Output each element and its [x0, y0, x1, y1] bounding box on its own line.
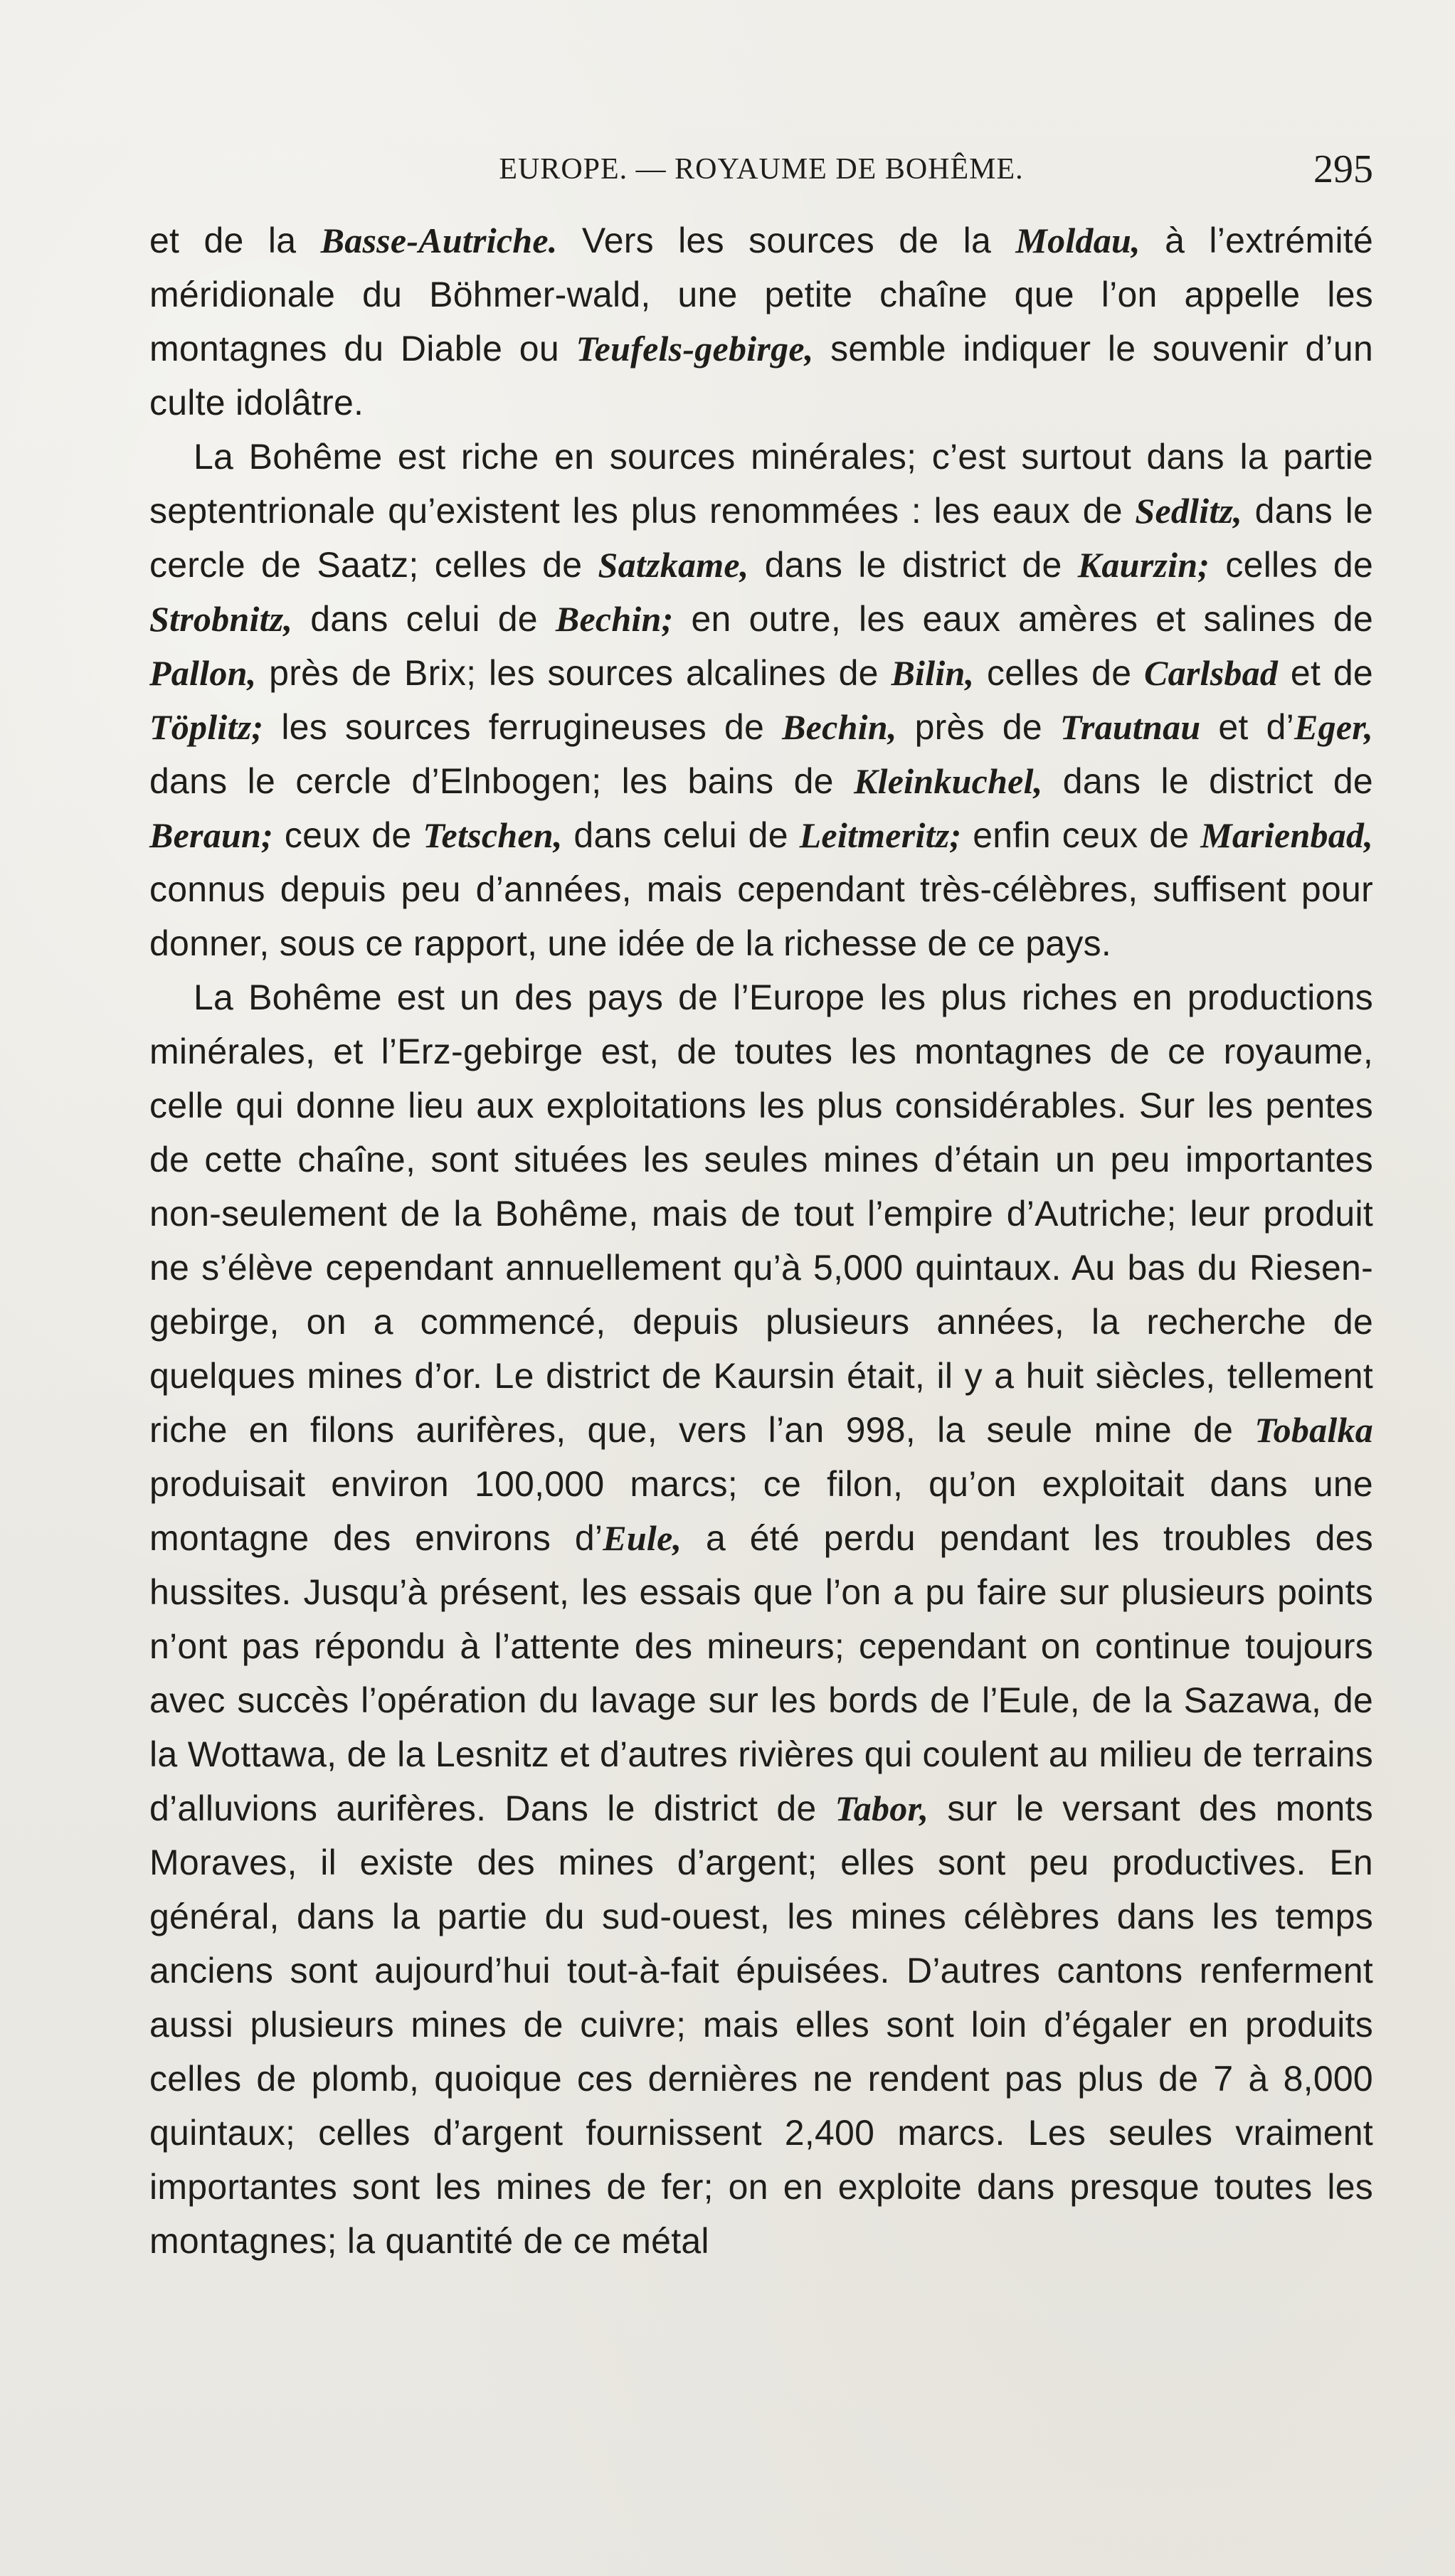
italic-place-name: Basse-Autriche.: [320, 221, 558, 260]
italic-place-name: Eger,: [1293, 707, 1373, 747]
italic-place-name: Marienbad,: [1200, 815, 1373, 855]
text-run: en outre, les eaux amères et salines de: [673, 599, 1373, 639]
italic-place-name: Kaurzin;: [1077, 545, 1210, 585]
italic-place-name: Bilin,: [891, 653, 975, 693]
text-run: celles de: [1210, 545, 1373, 585]
text-run: sur le versant des monts Moraves, il existe des mines d’argent; elles sont peu productives. En général, dans la partie du sud-ouest, les mines célèbres dans les temps anciens sont aujourd’hui tout-à-fait épuisées. D’autres cantons renferment aussi plusieurs mines de cuivre; mais elles sont loin d’égaler en produits celles de plomb, quoique ces dernières ne rendent pas plus de 7 à 8,000 quintaux; celles d’argent fournissent 2,400 marcs. Les seules vraiment importantes sont les mines de fer; on en exploite dans presque toutes les montagnes; la quantité de ce métal: [149, 1788, 1373, 2261]
text-run: La Bohême est riche en sources minérales; c’est surtout dans la partie septentrionale qu’existent les plus renommées : les eaux de: [149, 437, 1373, 531]
page-header: [149, 147, 1373, 196]
italic-place-name: Carlsbad: [1144, 653, 1279, 693]
body-text: [149, 213, 1373, 2268]
paragraph-1: [149, 213, 1373, 430]
text-run: La Bohême est un des pays de l’Europe les plus riches en productions minérales, et l’Erz-gebirge est, de toutes les montagnes de ce royaume, celle qui donne lieu aux exploitations les plus considérables. Sur les pentes de cette chaîne, sont situées les seules mines d’étain un peu importantes non-seulement de la Bohême, mais de tout l’empire d’Autriche; leur produit ne s’élève cependant annuellement qu’à 5,000 quintaux. Au bas du Riesen-gebirge, on a commencé, depuis plusieurs années, la recherche de quelques mines d’or. Le district de Kaursin était, il y a huit siècles, tellement riche en filons aurifères, que, vers l’an 998, la seule mine de: [149, 977, 1373, 1450]
text-run: ceux de: [273, 815, 423, 855]
italic-place-name: Kleinkuchel,: [853, 761, 1043, 801]
paragraph-3: [149, 970, 1373, 2268]
italic-place-name: Trautnau: [1059, 707, 1201, 747]
italic-place-name: Tetschen,: [423, 815, 563, 855]
text-run: connus depuis peu d’années, mais cependant très-célèbres, suffisent pour donner, sous ce rapport, une idée de la richesse de ce pays.: [149, 869, 1373, 963]
text-run: à l’extrémité méridionale du Böhmer-wald, une petite chaîne que l’on appelle les montagnes du Diable ou: [149, 221, 1373, 369]
text-run: Vers les sources de la: [557, 221, 1016, 260]
text-run: et de: [1278, 653, 1373, 693]
text-run: dans le district de: [1042, 761, 1373, 801]
text-run: dans le cercle d’Elnbogen; les bains de: [149, 761, 854, 801]
text-run: près de: [896, 707, 1060, 747]
text-run: et de la: [149, 221, 321, 260]
text-run: les sources ferrugineuses de: [263, 707, 783, 747]
italic-place-name: Tobalka: [1254, 1410, 1373, 1450]
running-head: EUROPE. — ROYAUME DE BOHÊME.: [499, 153, 1024, 186]
page-number: 295: [1313, 147, 1373, 191]
text-run: dans le cercle de Saatz; celles de: [149, 491, 1374, 585]
paragraph-2: [149, 430, 1373, 970]
italic-place-name: Beraun;: [149, 815, 274, 855]
italic-place-name: Tabor,: [835, 1788, 929, 1828]
text-run: et d’: [1200, 707, 1294, 747]
text-run: enfin ceux de: [961, 815, 1201, 855]
italic-place-name: Moldau,: [1015, 221, 1141, 260]
italic-place-name: Strobnitz,: [149, 599, 293, 639]
text-run: dans celui de: [292, 599, 556, 639]
text-run: semble indiquer le souvenir d’un culte idolâtre.: [149, 329, 1373, 423]
italic-place-name: Pallon,: [149, 653, 257, 693]
text-run: celles de: [974, 653, 1144, 693]
text-run: a été perdu pendant les troubles des hussites. Jusqu’à présent, les essais que l’on a pu faire sur plusieurs points n’ont pas répondu à l’attente des mineurs; cependant on continue toujours avec succès l’opération du lavage sur les bords de l’Eule, de la Sazawa, de la Wottawa, de la Lesnitz et d’autres rivières qui coulent au milieu de terrains d’alluvions aurifères. Dans le district de: [149, 1518, 1373, 1828]
italic-place-name: Leitmeritz;: [799, 815, 962, 855]
italic-place-name: Sedlitz,: [1135, 491, 1243, 531]
italic-place-name: Eule,: [603, 1518, 682, 1558]
italic-place-name: Bechin,: [782, 707, 897, 747]
text-run: dans celui de: [562, 815, 800, 855]
text-run: produisait environ 100,000 marcs; ce filon, qu’on exploitait dans une montagne des environs d’: [149, 1464, 1373, 1558]
italic-place-name: Teufels-gebirge,: [576, 329, 814, 369]
text-run: dans le district de: [748, 545, 1078, 585]
italic-place-name: Bechin;: [555, 599, 674, 639]
italic-place-name: Satzkame,: [598, 545, 749, 585]
italic-place-name: Töplitz;: [149, 707, 264, 747]
text-run: près de Brix; les sources alcalines de: [256, 653, 891, 693]
